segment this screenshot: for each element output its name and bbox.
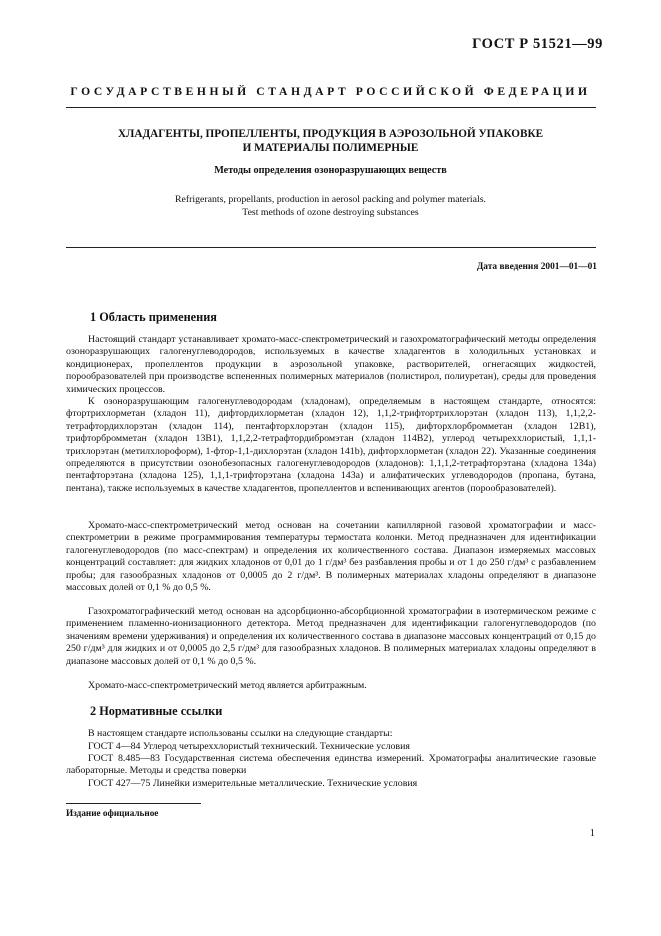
introduction-date: Дата введения 2001—01—01 xyxy=(476,262,597,272)
page-number: 1 xyxy=(589,828,595,839)
section-2-reference-3: ГОСТ 427—75 Линейки измерительные металлические. Технические условия xyxy=(88,778,418,789)
section-2-paragraph-1: В настоящем стандарте использованы ссылки на следующие стандарты: xyxy=(88,728,393,739)
english-title-line-1: Refrigerants, propellants, production in aerosol packing and polymer materials. xyxy=(175,194,486,205)
government-standard-heading: ГОСУДАРСТВЕННЫЙ СТАНДАРТ РОССИЙСКОЙ ФЕДЕРАЦИИ xyxy=(70,85,591,98)
document-subtitle: Методы определения озоноразрушающих веществ xyxy=(214,165,447,176)
header-divider xyxy=(66,107,596,108)
standard-code: ГОСТ Р 51521—99 xyxy=(472,36,603,52)
english-title-line-2: Test methods of ozone destroying substances xyxy=(242,206,419,218)
section-1-paragraph-5: Хромато-масс-спектрометрический метод является арбитражным. xyxy=(88,680,367,691)
section-2-reference-2: ГОСТ 8.485—83 Государственная система обеспечения единства измерений. Хроматографы аналитические газовые лабораторные. Методы и средства поверки xyxy=(66,753,596,777)
document-title xyxy=(60,127,601,155)
section-2-reference-1: ГОСТ 4—84 Углерод четыреххлористый технический. Технические условия xyxy=(88,741,410,752)
section-1-paragraph-2: К озоноразрушающим галогенуглеводородам (хладонам), определяемым в настоящем стандарте, относятся: фтортрихлорметан (хладон 11), дифтордихлорметан (хладон 12), 1,1,2-трифтортрихлорэтан (хладон 113), 1,1,2,2-тетрафтордихлорэтан (хладон 114), пентафторхлорэтан (хладон 115), дифторхлорбромметан (хладон 12В1), трифторбромметан (хладон 13В1), 1,1,2,2-тетрафтордибромэтан (хладон 114В2), углерод четыреххлористый, 1,1,1-трихлорэтан (метилхлороформ), 1-фтор-1,1-дихлорэтан (хладон 141b), дифторхлорметан (хладон 22). Указанные соединения определяются в присутствии озонобезопасных галогенуглеводородов (хладонов): 1,1,1,2-тетрафторэтана (хладона 134а) пентафторэтана (хладона 125), 1,1,1-трифторэтана (хладона 143а) и алифатических углеводородов (пропана, бутана, пентана), также используемых в качестве хладагентов, пропеллентов и вспенивающих агентов (порообразователей). xyxy=(66,396,596,494)
section-2-heading: 2 Нормативные ссылки xyxy=(90,704,223,718)
title-line-2: И МАТЕРИАЛЫ ПОЛИМЕРНЫЕ xyxy=(242,142,419,154)
section-1-paragraph-1: Настоящий стандарт устанавливает хромато-масс-спектрометрический и газохроматографический методы определения озоноразрушающих галогенуглеводородов, используемых в качестве хладагентов в холодильных установках и кондиционерах, пропеллентов продукции в аэрозольной упаковке, растворителей, огнегасящих жидкостей, порообразователей при производстве вспененных полимерных материалов (полистирол, полиуретан), среды для проведения химических процессов. xyxy=(66,334,596,395)
section-1-heading: 1 Область применения xyxy=(90,310,217,324)
title-divider xyxy=(66,247,596,248)
official-edition-label: Издание официальное xyxy=(66,808,159,818)
title-line-1: ХЛАДАГЕНТЫ, ПРОПЕЛЛЕНТЫ, ПРОДУКЦИЯ В АЭРОЗОЛЬНОЙ УПАКОВКЕ xyxy=(117,128,544,140)
section-1-paragraph-4: Газохроматографический метод основан на адсорбционно-абсорбционной хроматографии в изотермическом режиме с применением пламенно-ионизационного детектора. Метод предназначен для идентификации галогенуглеводородов (по значениям времени удерживания) и определения их количественного состава в диапазоне массовых концентраций от 0,15 до 250 г/дм³ для жидких и от 0,0005 до 2,5 г/дм³ для газообразных хладонов. В полимерных материалах хладоны определяют в диапазоне массовых долей от 0,1 % до 0,5 %. xyxy=(66,606,596,667)
footer-divider xyxy=(66,803,201,804)
section-1-paragraph-3: Хромато-масс-спектрометрический метод основан на сочетании капиллярной газовой хроматографии и масс-спектрометрии в режиме программирования температуры термостата колонки. Метод предназначен для идентификации галогенуглеводородов (по масс-спектрам) и определения их количественного состава. Диапазон измеряемых массовых концентраций составляет: для жидких хладонов от 0,01 до 1 г/дм³ без разбавления пробы и от 1 до 250 г/дм³ с разбавлением пробы; для газообразных хладонов от 0,0005 до 2 г/дм³. В полимерных материалах хладоны определяют в диапазоне массовых долей от 0,1 % до 0,5 %. xyxy=(66,520,596,594)
english-title xyxy=(60,194,601,219)
